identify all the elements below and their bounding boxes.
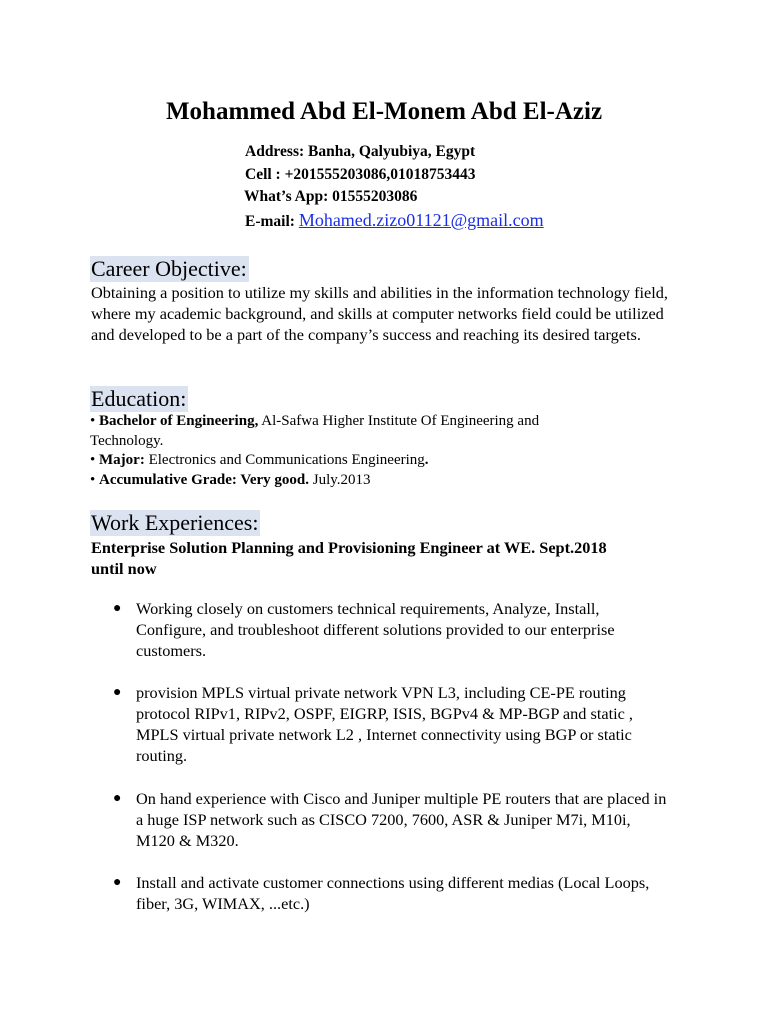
career-objective-text: Obtaining a position to utilize my skills and abilities in the information technology field, where my academic background, and skills at computer networks field could be utilized and developed to be a part of the company’s success and reaching its desired targets. [91,283,668,344]
career-objective-heading: Career Objective: [91,256,247,281]
education-heading: Education: [91,386,187,411]
work-bullet [113,872,673,914]
major-end: . [424,452,429,468]
bullet-icon: ● [113,791,122,806]
contact-block [245,141,544,231]
grade-line: • Accumulative Grade: Very good. July.2013 [90,471,371,488]
degree-label: Bachelor of Engineering, [99,413,259,429]
work-bullet-text: provision MPLS virtual private network VPN L3, including CE-PE routing protocol RIPv1, RIPv2, OSPF, EIGRP, ISIS, BGPv4 & MP-BGP and static , MPLS virtual private network L2 , Internet connectivity using BGP or static routing. [136,683,633,765]
education-details [90,412,710,490]
applicant-name: Mohammed Abd El-Monem Abd El-Aziz [165,98,603,125]
degree-institute: Al-Safwa Higher Institute Of Engineering and [258,413,540,429]
cell-line: Cell : +201555203086,01018753443 [245,165,476,183]
job-title [91,537,691,579]
bullet-icon: ● [113,685,122,700]
grade-value: July.2013 [309,471,371,488]
degree-line: • Bachelor of Engineering, Al-Safwa Higher Institute Of Engineering and [90,413,540,429]
grade-label: Accumulative Grade: Very good. [99,471,309,488]
email-link[interactable]: Mohamed.zizo01121@gmail.com [298,209,544,230]
work-bullet-text: Install and activate customer connections using different medias (Local Loops, fiber, 3G, WIMAX, ...etc.) [136,873,650,913]
work-experience-heading: Work Experiences: [91,510,259,535]
work-bullet [113,598,673,661]
whatsapp-line: What’s App: 01555203086 [244,188,418,205]
major-value: Electronics and Communications Engineering [144,452,425,468]
degree-line-2: Technology. [90,432,164,449]
job-title-line-1: Enterprise Solution Planning and Provisioning Engineer at WE. Sept.2018 [91,538,607,557]
job-title-line-2: until now [91,559,157,578]
major-label: Major: [99,452,145,468]
address-line: Address: Banha, Qalyubiya, Egypt [245,143,476,160]
work-bullet-text: On hand experience with Cisco and Juniper multiple PE routers that are placed in a huge ISP network such as CISCO 7200, 7600, ASR & Juniper M7i, M10i, M120 & M320. [136,789,667,850]
major-line: • Major: Electronics and Communications Engineering. [90,452,429,468]
email-label: E-mail: [245,212,295,230]
bullet-icon: ● [113,601,122,616]
work-bullet-text: Working closely on customers technical requirements, Analyze, Install, Configure, and troubleshoot different solutions provided to our enterprise customers. [136,599,615,660]
work-bullet [113,682,673,766]
bullet-icon: ● [113,875,122,890]
work-bullet [113,788,673,851]
email-line [245,209,544,232]
